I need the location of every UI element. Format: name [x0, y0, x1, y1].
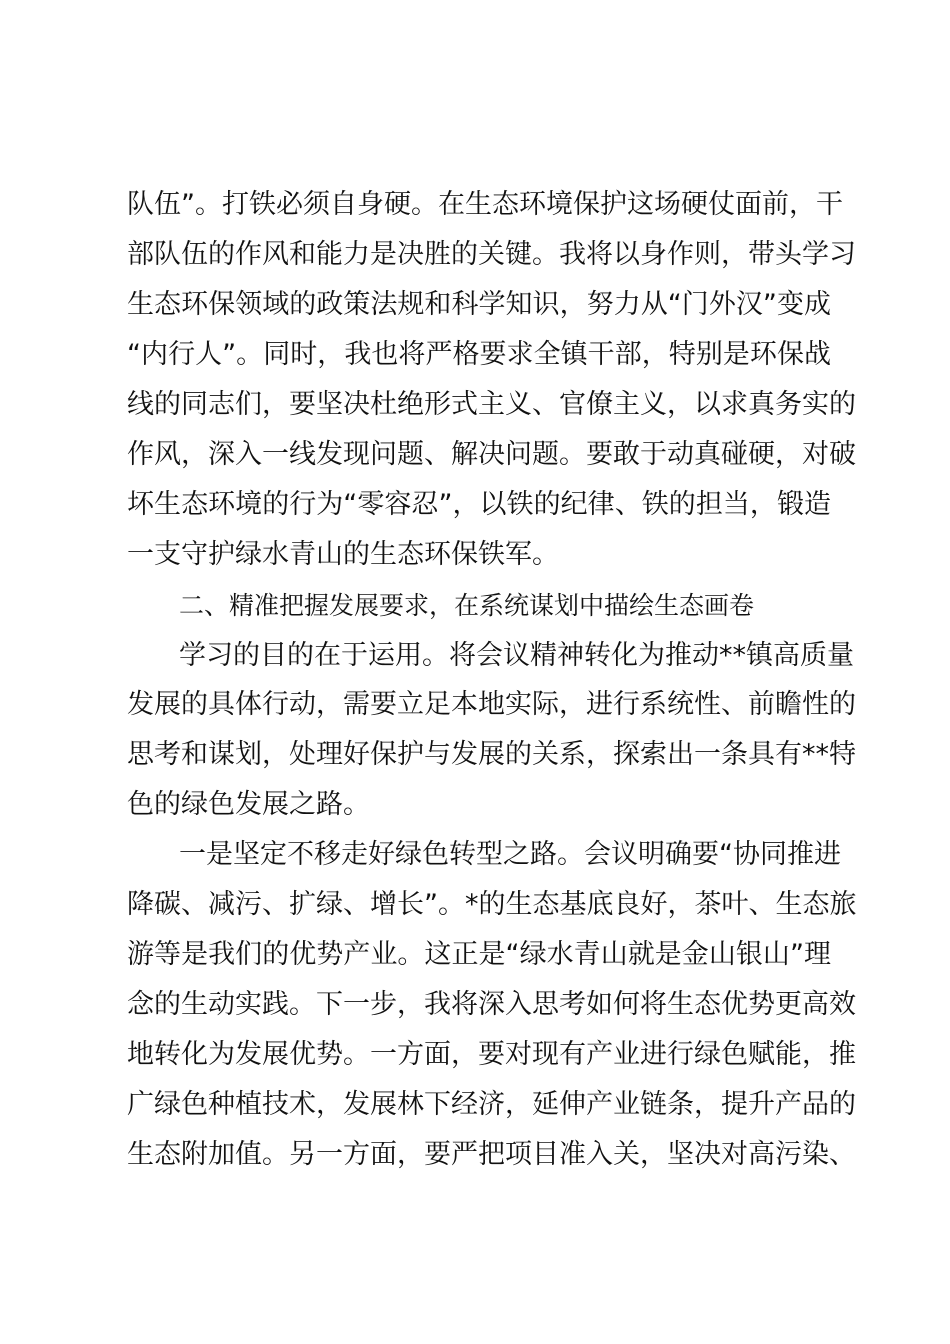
- paragraph-line: 游等是我们的优势产业。这正是“绿水青山就是金山银山”理: [127, 939, 831, 970]
- paragraph-line: 生态附加值。另一方面，要严把项目准入关，坚决对高污染、: [127, 1139, 856, 1170]
- paragraph-line: “内行人”。同时，我也将严格要求全镇干部，特别是环保战: [127, 339, 831, 370]
- paragraph-line: 降碳、减污、扩绿、增长”。*的生态基底良好，茶叶、生态旅: [127, 889, 857, 920]
- paragraph-line: 一支守护绿水青山的生态环保铁军。: [127, 539, 559, 570]
- paragraph-line: 生态环保领域的政策法规和科学知识，努力从“门外汉”变成: [127, 289, 831, 320]
- paragraph-line: 坏生态环境的行为“零容忍”，以铁的纪律、铁的担当，锻造: [127, 489, 831, 520]
- paragraph-line: 广绿色种植技术，发展林下经济，延伸产业链条，提升产品的: [127, 1089, 856, 1120]
- paragraph-line: 部队伍的作风和能力是决胜的关键。我将以身作则，带头学习: [127, 239, 856, 270]
- paragraph-line: 一是坚定不移走好绿色转型之路。会议明确要“协同推进: [179, 839, 841, 870]
- paragraph-line: 作风，深入一线发现问题、解决问题。要敢于动真碰硬，对破: [127, 439, 856, 470]
- paragraph-line: 学习的目的在于运用。将会议精神转化为推动**镇高质量: [179, 640, 854, 671]
- paragraph-line: 念的生动实践。下一步，我将深入思考如何将生态优势更高效: [127, 989, 856, 1020]
- paragraph-line: 地转化为发展优势。一方面，要对现有产业进行绿色赋能，推: [127, 1039, 856, 1070]
- paragraph-line: 线的同志们，要坚决杜绝形式主义、官僚主义，以求真务实的: [127, 389, 856, 420]
- paragraph-line: 思考和谋划，处理好保护与发展的关系，探索出一条具有**特: [127, 739, 856, 770]
- section-heading: 二、精准把握发展要求，在系统谋划中描绘生态画卷: [179, 591, 755, 620]
- paragraph-line: 发展的具体行动，需要立足本地实际，进行系统性、前瞻性的: [127, 689, 856, 720]
- paragraph-line: 色的绿色发展之路。: [127, 789, 370, 820]
- paragraph-line: 队伍”。打铁必须自身硬。在生态环境保护这场硬仗面前，干: [127, 189, 843, 220]
